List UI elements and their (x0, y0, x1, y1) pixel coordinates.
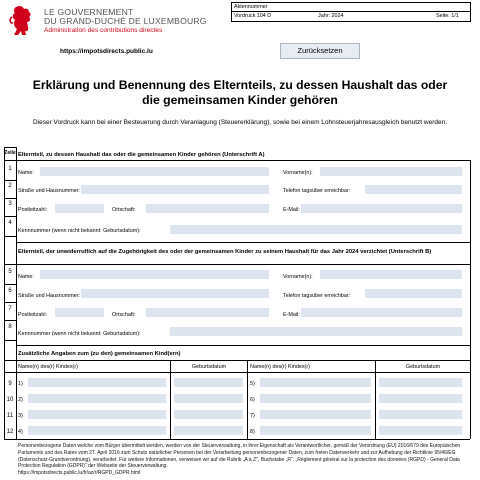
child-index: 3) (18, 413, 23, 419)
intro-text: Dieser Vordruck kann bei einer Besteuerung durch Veranlagung (Steuererklärung), sowie bei einem Lohnsteuerjahresausgleich benutzt werden. (32, 119, 448, 126)
telefon-input[interactable] (365, 289, 462, 298)
name-input[interactable] (40, 167, 269, 176)
telefon-label: Telefon tagsüber erreichbar: (283, 293, 351, 299)
name-input[interactable] (40, 270, 269, 279)
ort-input[interactable] (146, 204, 269, 213)
child-birthdate-input[interactable] (379, 410, 462, 419)
org-name-line1: LE GOUVERNEMENT (44, 7, 134, 17)
zeile-number: 6 (8, 288, 12, 294)
strasse-input[interactable] (81, 185, 269, 194)
vorname-input[interactable] (320, 270, 462, 279)
email-label: E-Mail: (283, 312, 300, 318)
vorname-label: Vorname(n): (283, 170, 313, 176)
child-birthdate-input[interactable] (174, 378, 243, 387)
name-label: Name: (18, 170, 34, 176)
privacy-notice (18, 443, 470, 477)
plz-label: Postleitzahl: (18, 207, 48, 213)
child-birthdate-input[interactable] (379, 378, 462, 387)
lion-logo-icon (9, 5, 35, 38)
name-label: Name: (18, 274, 34, 280)
child-index: 7) (250, 413, 255, 419)
zeile-number: 1 (8, 166, 12, 172)
child-index: 8) (250, 429, 255, 435)
kennnummer-label: Kennnummer (wenn nicht bekannt: Geburtsdatum): (18, 331, 141, 337)
col-name-header: Name(n) des(r) Kindes(r) (250, 364, 310, 370)
kennnummer-input[interactable] (170, 225, 462, 234)
seite-label: Seite: 1/1 (436, 13, 459, 19)
vorname-label: Vorname(n): (283, 274, 313, 280)
zeile-number: 11 (6, 413, 14, 419)
child-name-input[interactable] (28, 394, 166, 403)
form-title-line2: die gemeinsamen Kinder gehören (142, 93, 338, 107)
section-b-title: Elternteil, der unwiderruflich auf die Zugehörigkeit des oder der gemeinsamen Kinder zu seinem Haushalt für das Jahr 2024 verzichtet (Unterschrift B) (18, 249, 432, 255)
telefon-label: Telefon tagsüber erreichbar: (283, 188, 351, 194)
zeile-number: 9 (8, 381, 12, 387)
zeile-number: 2 (8, 183, 12, 189)
privacy-link[interactable]: https://impotsdirects.public.lu/fr/az/r/RGPD_GDPR.html (18, 470, 141, 477)
ort-label: Ortschaft: (112, 312, 136, 318)
zeile-number: 12 (6, 429, 14, 435)
website-url[interactable]: https://impotsdirects.public.lu (60, 48, 153, 55)
child-name-input[interactable] (260, 410, 371, 419)
child-birthdate-input[interactable] (174, 394, 243, 403)
child-name-input[interactable] (28, 378, 166, 387)
privacy-text: Personenbezogene Daten welche vom Bürger übermittelt werden, werden von der Steuerverwaltung, in ihrer Eigenschaft als Verantwortlicher, gemäß der Verordnung (EU) 2016/679 des Europäischen Parlaments und des Rates vom 27. April 2016 zum Schutz natürlicher Personen bei der Verarbeitung personenbezogener Daten, zum freien Datenverkehr und zur Aufhebung der Richtlinie 95/46/EG (Datenschutz-Grundverordnung), verarbeitet. Für weitere Informationen, verweisen wir auf die Rubrik „A à Z", Buchstabe „R", „Règlement général sur la protection des données (RGPD) - General Data Protection Regulation (GDPR)" der Webseite der Steuerverwaltung. (18, 443, 461, 470)
child-index: 6) (250, 397, 255, 403)
section-a-title: Elternteil, zu dessen Haushalt das oder die gemeinsamen Kinder gehören (Unterschrift A) (18, 152, 265, 158)
plz-input[interactable] (55, 204, 104, 213)
ort-label: Ortschaft: (112, 207, 136, 213)
aktennummer-label: Aktennummer (234, 4, 268, 10)
child-index: 2) (18, 397, 23, 403)
child-name-input[interactable] (260, 426, 371, 435)
zeile-number: 4 (8, 220, 12, 226)
kennnummer-input[interactable] (170, 327, 462, 336)
reset-button[interactable]: Zurücksetzen (280, 43, 360, 59)
zeile-number: 7 (8, 306, 12, 312)
col-name-header: Name(n) des(r) Kindes(r) (18, 364, 78, 370)
col-geburtsdatum-header: Geburtsdatum (405, 364, 441, 370)
org-name-line2: DU GRAND-DUCHÉ DE LUXEMBOURG (44, 16, 207, 26)
meta-box (231, 2, 471, 22)
zeile-number: 5 (8, 269, 12, 275)
child-birthdate-input[interactable] (379, 394, 462, 403)
col-geburtsdatum-header: Geburtsdatum (191, 364, 227, 370)
child-name-input[interactable] (260, 394, 371, 403)
zeile-number: 3 (8, 201, 12, 207)
vordruck-label: Vordruck 104 D (234, 13, 272, 19)
child-name-input[interactable] (28, 410, 166, 419)
strasse-label: Straße und Hausnummer: (18, 188, 81, 194)
org-administration: Administration des contributions directes (44, 27, 163, 34)
zeile-number: 10 (6, 397, 14, 403)
telefon-input[interactable] (365, 185, 462, 194)
child-name-input[interactable] (260, 378, 371, 387)
child-index: 5) (250, 381, 255, 387)
ort-input[interactable] (146, 308, 269, 317)
jahr-label: Jahr: 2024 (318, 13, 344, 19)
child-birthdate-input[interactable] (379, 426, 462, 435)
email-input[interactable] (301, 308, 462, 317)
form-title-line1: Erklärung und Benennung des Elternteils, zu dessen Haushalt das oder (32, 78, 448, 92)
child-name-input[interactable] (28, 426, 166, 435)
plz-label: Postleitzahl: (18, 312, 48, 318)
child-index: 4) (18, 429, 23, 435)
plz-input[interactable] (55, 308, 104, 317)
strasse-label: Straße und Hausnummer: (18, 293, 81, 299)
zeile-number: 8 (8, 324, 12, 330)
vorname-input[interactable] (320, 167, 462, 176)
section-c-title: Zusätzliche Angaben zum (zu den) gemeinsamen Kind(ern) (18, 351, 181, 357)
zeile-header: Zeile (4, 150, 16, 156)
email-label: E-Mail: (283, 207, 300, 213)
child-index: 1) (18, 381, 23, 387)
child-birthdate-input[interactable] (174, 426, 243, 435)
strasse-input[interactable] (81, 289, 269, 298)
email-input[interactable] (301, 204, 462, 213)
child-birthdate-input[interactable] (174, 410, 243, 419)
kennnummer-label: Kennnummer (wenn nicht bekannt: Geburtsdatum): (18, 228, 141, 234)
